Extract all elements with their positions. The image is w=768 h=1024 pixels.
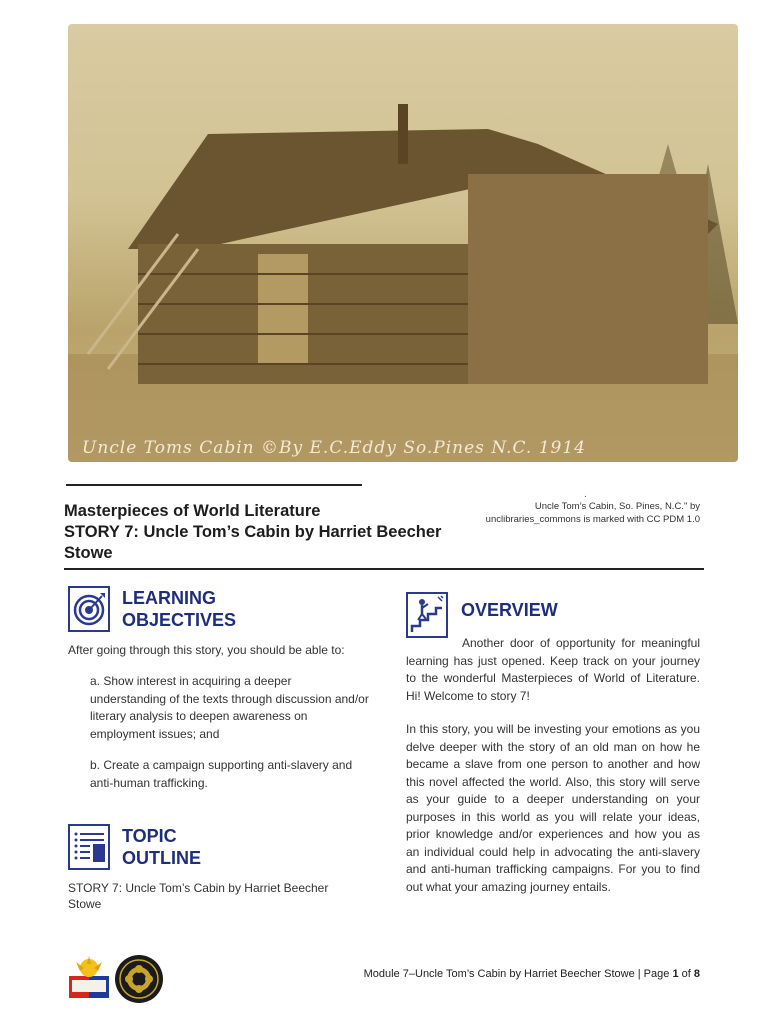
title-rule <box>64 568 704 570</box>
cabin-photo <box>68 24 738 462</box>
learning-objectives-heading <box>122 587 236 631</box>
objective-item-b: b. Create a campaign supporting anti-slavery and anti-human trafficking. <box>90 758 353 790</box>
page-title <box>64 501 484 564</box>
photo-caption: Uncle Toms Cabin ©By E.C.Eddy So.Pines N.C. 1914 <box>82 438 586 458</box>
footer-of-word: of <box>681 968 691 980</box>
topic-outline-text: STORY 7: Uncle Tom’s Cabin by Harriet Beecher Stowe <box>68 881 329 911</box>
overview-heading: OVERVIEW <box>461 600 558 620</box>
learning-heading-line-1: LEARNING <box>122 588 216 608</box>
image-credit: Uncle Tom’s Cabin, So. Pines, N.C." by unclibraries_commons is marked with CC PDM 1.0 <box>485 501 700 525</box>
footer-module-text: Module 7–Uncle Tom’s Cabin by Harriet Beecher Stowe | <box>363 968 641 980</box>
outline-icon <box>68 824 110 870</box>
title-line-2: STORY 7: Uncle Tom’s Cabin by Harriet Beecher Stowe <box>64 523 442 562</box>
topic-heading-line-2: OUTLINE <box>122 848 201 868</box>
title-line-1: Masterpieces of World Literature <box>64 502 321 520</box>
top-rule <box>66 484 362 486</box>
topic-heading-line-1: TOPIC <box>122 826 177 846</box>
overview-paragraph-1: Another door of opportunity for meaningful learning has just opened. Keep track on your journey to the wonderful Masterpieces of World of Literature. Hi! Welcome to story 7! <box>406 636 700 703</box>
footer-page-word: Page <box>643 968 670 980</box>
cabin-illustration <box>68 24 738 462</box>
footer-page-number: 1 <box>672 968 679 980</box>
target-icon <box>68 586 110 632</box>
learning-intro: After going through this story, you should be able to: <box>68 643 345 657</box>
topic-outline-heading <box>122 825 201 869</box>
overview-paragraph-2: In this story, you will be investing your emotions as you delve deeper with the story of an old man on how he became a slave from one person to another and how this novel affected the world. Also, this story will serve as your guide to a deeper understanding on your purposes in this world as you will relate your ideas, prior knowledge and/or experiences and how you as an individual could help in advocating the anti-slavery and anti-human trafficking campaigns. For you to find out what your amazing journey entails. <box>406 722 700 894</box>
school-seal-logo <box>114 954 164 1009</box>
footer-page-total: 8 <box>693 968 700 980</box>
deped-logo <box>66 954 112 1007</box>
learning-heading-line-2: OBJECTIVES <box>122 610 237 630</box>
credit-dot: . <box>584 489 587 500</box>
stairs-icon <box>406 592 448 638</box>
objective-item-a: a. Show interest in acquiring a deeper understanding of the texts through discussion and/or literary analysis to deepen awareness on employment issues; and <box>90 674 369 741</box>
page-footer <box>300 968 700 980</box>
